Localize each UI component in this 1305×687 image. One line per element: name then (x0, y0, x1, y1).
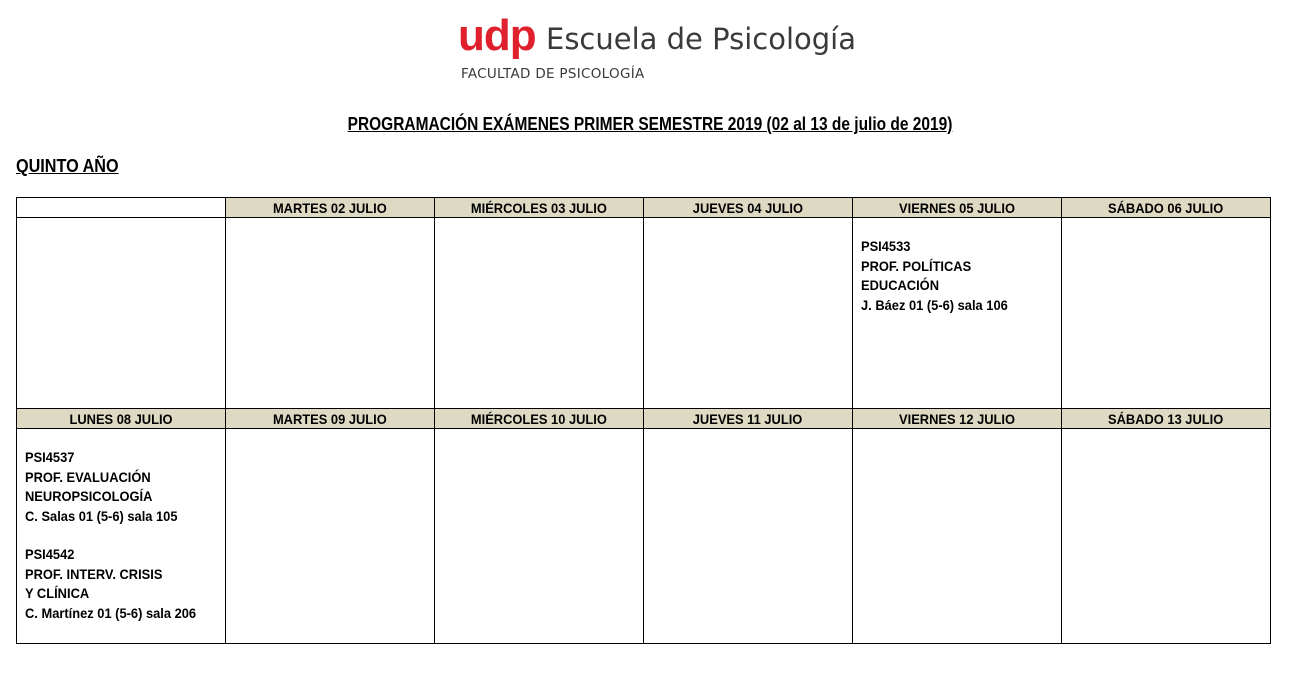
logo-school-name: Escuela de Psicología (546, 22, 856, 56)
header-martes-02: MARTES 02 JULIO (226, 198, 435, 218)
cell-viernes-05 (853, 218, 1062, 409)
header-miercoles-03: MIÉRCOLES 03 JULIO (435, 198, 644, 218)
exam-detail: C. Salas 01 (5-6) sala 105 (25, 507, 178, 524)
header-viernes-12: VIERNES 12 JULIO (853, 409, 1062, 429)
cell-sabado-06 (1062, 218, 1271, 409)
exam-course-name: PROF. INTERV. CRISIS (25, 565, 163, 582)
header-miercoles-10: MIÉRCOLES 10 JULIO (435, 409, 644, 429)
week1-header-blank (17, 198, 226, 218)
logo-brand: udp (458, 11, 536, 60)
header-martes-09: MARTES 09 JULIO (226, 409, 435, 429)
exam-detail: J. Báez 01 (5-6) sala 106 (861, 296, 1008, 313)
header-lunes-08: LUNES 08 JULIO (17, 409, 226, 429)
exam-entry (17, 429, 225, 526)
cell-jueves-11 (644, 429, 853, 644)
header-jueves-04: JUEVES 04 JULIO (644, 198, 853, 218)
cell-miercoles-03 (435, 218, 644, 409)
cell-lunes-08 (17, 429, 226, 644)
cell-week1-blank (17, 218, 226, 409)
document-title: PROGRAMACIÓN EXÁMENES PRIMER SEMESTRE 2019 (02 al 13 de julio de 2019) (347, 114, 953, 134)
exam-code: PSI4533 (861, 238, 911, 254)
exam-code: PSI4542 (25, 546, 75, 562)
exam-course-name-cont: Y CLÍNICA (25, 585, 90, 601)
header-viernes-05: VIERNES 05 JULIO (853, 198, 1062, 218)
udp-logo (458, 10, 878, 90)
cell-miercoles-10 (435, 429, 644, 644)
section-title: QUINTO AÑO (16, 156, 119, 176)
exam-entry (853, 218, 1061, 315)
exam-course-name-cont: NEUROPSICOLOGÍA (25, 488, 153, 504)
cell-martes-02 (226, 218, 435, 409)
exam-course-name-cont: EDUCACIÓN (861, 277, 939, 293)
exam-course-name: PROF. EVALUACIÓN (25, 468, 151, 485)
cell-jueves-04 (644, 218, 853, 409)
logo-faculty-name: FACULTAD DE PSICOLOGÍA (461, 66, 645, 82)
exam-detail: C. Martínez 01 (5-6) sala 206 (25, 604, 197, 621)
cell-sabado-13 (1062, 429, 1271, 644)
week2-header-row (17, 409, 1271, 429)
exam-schedule-table (16, 197, 1271, 644)
exam-entry (17, 526, 225, 623)
exam-code: PSI4537 (25, 449, 75, 465)
cell-viernes-12 (853, 429, 1062, 644)
week2-exam-row (17, 429, 1271, 644)
header-jueves-11: JUEVES 11 JULIO (644, 409, 853, 429)
exam-course-name: PROF. POLÍTICAS (861, 257, 972, 274)
week1-header-row (17, 198, 1271, 218)
header-sabado-06: SÁBADO 06 JULIO (1062, 198, 1271, 218)
week1-exam-row (17, 218, 1271, 409)
cell-martes-09 (226, 429, 435, 644)
header-sabado-13: SÁBADO 13 JULIO (1062, 409, 1271, 429)
